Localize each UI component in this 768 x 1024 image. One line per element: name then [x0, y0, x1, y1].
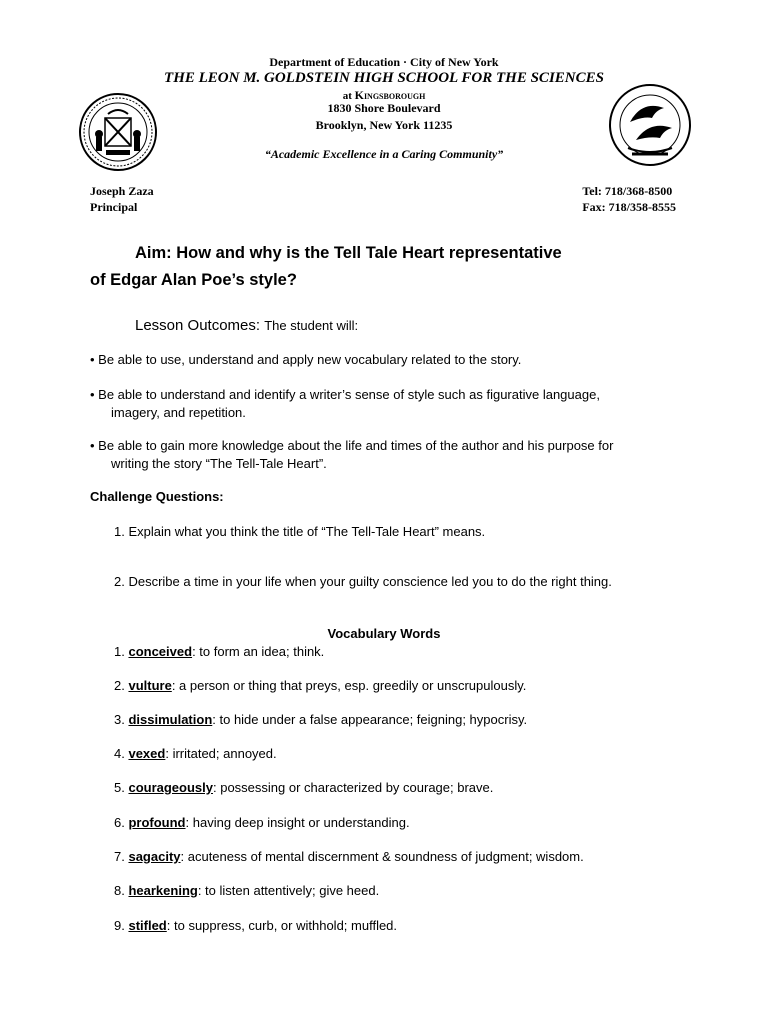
- campus-prefix: at: [342, 90, 352, 102]
- vocab-item: [114, 883, 379, 898]
- vocab-definition: : possessing or characterized by courage; brave.: [213, 780, 494, 795]
- principal-title: Principal: [90, 200, 138, 214]
- vocab-definition: : having deep insight or understanding.: [185, 815, 410, 830]
- outcome-line: • Be able to understand and identify a writer’s sense of style such as figurative language,: [90, 387, 600, 402]
- vocab-number: 5.: [114, 780, 129, 795]
- vocab-number: 7.: [114, 849, 129, 864]
- vocab-item: [114, 918, 397, 933]
- aim-heading: [90, 240, 690, 294]
- vocab-word: sagacity: [128, 849, 181, 864]
- city-seal-icon: [78, 92, 158, 172]
- vocab-number: 6.: [114, 815, 129, 830]
- vocab-definition: : acuteness of mental discernment & soundness of judgment; wisdom.: [180, 849, 584, 864]
- aim-line-1: Aim: How and why is the Tell Tale Heart representative: [135, 244, 562, 262]
- outcome-item: [90, 386, 710, 422]
- outcome-line-continued: imagery, and repetition.: [111, 405, 246, 420]
- vocab-item: [114, 678, 526, 693]
- lesson-outcomes-heading: [135, 317, 358, 334]
- fax: Fax: 718/358-8555: [582, 200, 676, 214]
- outcome-line: • Be able to use, understand and apply new vocabulary related to the story.: [90, 352, 522, 367]
- vocab-definition: : to suppress, curb, or withhold; muffled.: [166, 918, 398, 933]
- vocab-number: 2.: [114, 678, 129, 693]
- vocab-item: [114, 780, 493, 795]
- vocab-item: [114, 746, 277, 761]
- vocab-definition: : irritated; annoyed.: [165, 746, 277, 761]
- vocab-word: vulture: [128, 678, 172, 693]
- vocab-item: [114, 849, 584, 864]
- vocab-number: 1.: [114, 644, 129, 659]
- vocab-word: vexed: [128, 746, 166, 761]
- vocab-word: courageously: [128, 780, 213, 795]
- challenge-question: 1. Explain what you think the title of “The Tell-Tale Heart” means.: [114, 524, 486, 539]
- vocab-definition: : to hide under a false appearance; feigning; hypocrisy.: [212, 712, 528, 727]
- vocab-number: 8.: [114, 883, 129, 898]
- outcome-item: [90, 437, 710, 473]
- school-dolphin-logo-icon: [608, 82, 692, 168]
- vocab-item: [114, 815, 410, 830]
- outcomes-label: Lesson Outcomes:: [135, 317, 261, 334]
- school-name: THE LEON M. GOLDSTEIN HIGH SCHOOL FOR THE SCIENCES: [164, 70, 604, 86]
- vocab-word: dissimulation: [128, 712, 213, 727]
- vocab-word: conceived: [128, 644, 193, 659]
- aim-line-2: of Edgar Alan Poe’s style?: [90, 271, 297, 289]
- vocab-definition: : to listen attentively; give heed.: [197, 883, 380, 898]
- vocab-number: 9.: [114, 918, 129, 933]
- principal-name: Joseph Zaza: [90, 184, 154, 198]
- vocab-number: 3.: [114, 712, 129, 727]
- outcome-item: [90, 351, 710, 369]
- address-line-1: 1830 Shore Boulevard: [327, 101, 441, 115]
- outcome-line-continued: writing the story “The Tell-Tale Heart”.: [111, 456, 327, 471]
- vocabulary-heading: Vocabulary Words: [327, 626, 441, 641]
- vocab-word: stifled: [128, 918, 167, 933]
- address-line-2: Brooklyn, New York 11235: [315, 118, 453, 132]
- outcome-line: • Be able to gain more knowledge about the life and times of the author and his purpose for: [90, 438, 614, 453]
- vocab-word: hearkening: [128, 883, 198, 898]
- school-motto: “Academic Excellence in a Caring Community”: [264, 147, 504, 161]
- campus-name: Kingsborough: [354, 88, 426, 102]
- challenge-question: 2. Describe a time in your life when your guilty conscience led you to do the right thing.: [114, 574, 612, 589]
- vocab-item: [114, 712, 527, 727]
- challenge-questions-heading: Challenge Questions:: [90, 489, 224, 504]
- department-line: Department of Education · City of New York: [269, 55, 499, 69]
- outcomes-subheading: The student will:: [264, 318, 359, 333]
- vocab-number: 4.: [114, 746, 129, 761]
- telephone: Tel: 718/368-8500: [582, 184, 673, 198]
- vocab-definition: : a person or thing that preys, esp. greedily or unscrupulously.: [171, 678, 527, 693]
- contact-block: [582, 183, 676, 215]
- vocab-item: [114, 644, 324, 659]
- vocab-word: profound: [128, 815, 186, 830]
- principal-block: [90, 183, 154, 215]
- vocab-definition: : to form an idea; think.: [192, 644, 325, 659]
